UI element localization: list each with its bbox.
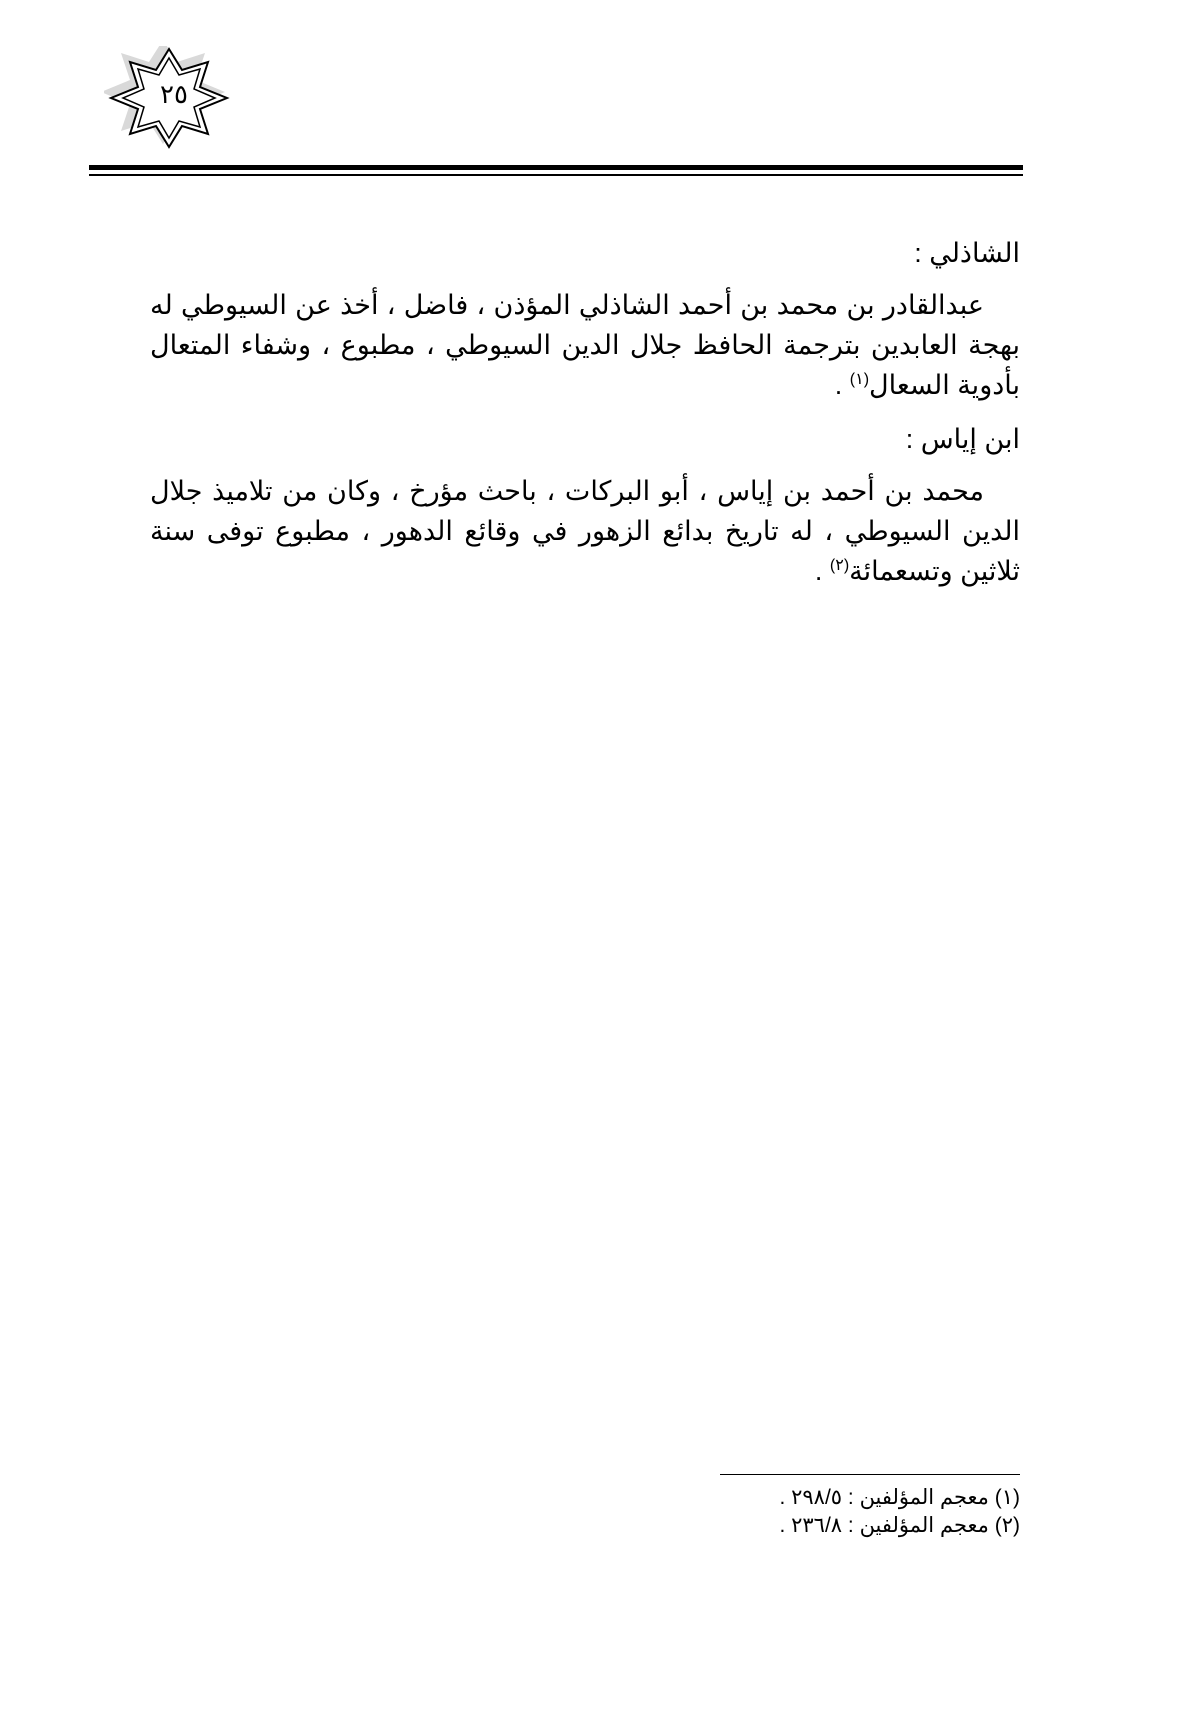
paragraph-text: عبدالقادر بن محمد بن أحمد الشاذلي المؤذن ، فاضل ، أخذ عن السيوطي له بهجة العابدين بترجمة الحافظ جلال الدين السيوطي ، مطبوع ، وشفاء المتعال بأدوية السعال xyxy=(150,290,1020,400)
paragraph-text: محمد بن أحمد بن إياس ، أبو البركات ، باحث مؤرخ ، وكان من تلاميذ جلال الدين السيوطي ، له تاريخ بدائع الزهور في وقائع الدهور ، مطبوع توفى سنة ثلاثين وتسعمائة xyxy=(150,476,1020,586)
header-divider-thin xyxy=(89,174,1023,176)
biography-paragraph xyxy=(150,471,1020,591)
biography-entry-ibn-iyas xyxy=(150,419,1020,591)
page-number: ٢٥ xyxy=(160,80,188,110)
biography-paragraph xyxy=(150,285,1020,405)
footnote-reference[interactable]: (٢) xyxy=(829,557,850,574)
footnote-reference[interactable]: (١) xyxy=(849,371,870,388)
footnotes xyxy=(500,1484,1020,1540)
header-divider-thick xyxy=(89,165,1023,170)
footnote: (٢) معجم المؤلفين : ٢٣٦/٨ . xyxy=(779,1514,1020,1537)
page-number-badge xyxy=(104,46,234,156)
section-heading: ابن إياس : xyxy=(905,424,1020,454)
biography-entry-shadhili xyxy=(150,233,1020,405)
footnote-separator xyxy=(720,1474,1020,1475)
footnote: (١) معجم المؤلفين : ٢٩٨/٥ . xyxy=(779,1486,1020,1509)
sentence-end: . xyxy=(834,370,850,400)
page-body xyxy=(150,233,1020,605)
section-heading: الشاذلي : xyxy=(914,238,1020,268)
sentence-end: . xyxy=(814,556,830,586)
